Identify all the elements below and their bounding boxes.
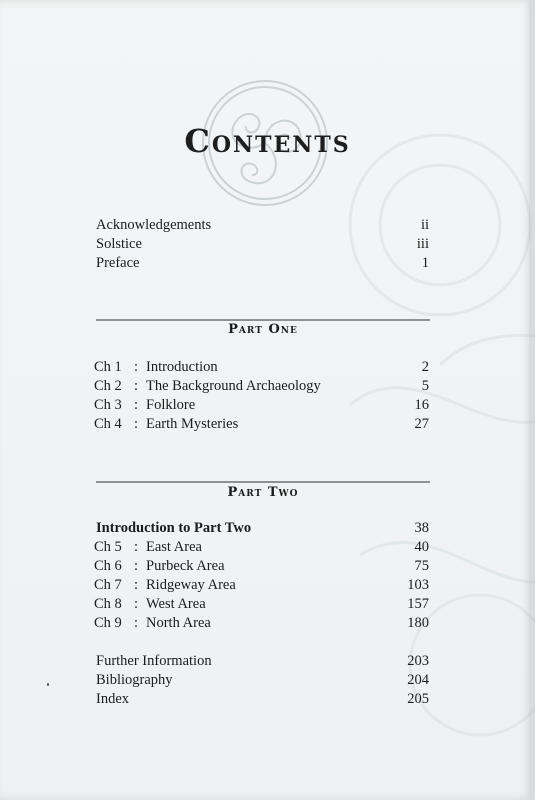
toc-entry[interactable] — [96, 235, 429, 254]
chapter-number: Ch 7 — [94, 577, 122, 593]
entry-page: 203 — [407, 653, 429, 669]
chapter-number: Ch 4 — [94, 416, 122, 432]
entry-page: 2 — [421, 359, 429, 375]
entry-label: Preface — [96, 255, 140, 271]
entry-page: 103 — [407, 577, 429, 593]
entry-page: ii — [420, 217, 429, 233]
chapter-title: Folklore — [146, 397, 196, 413]
chapter-number: Ch 8 — [94, 596, 122, 612]
ink-speck — [47, 683, 49, 686]
toc-chapter-entry[interactable] — [96, 557, 429, 576]
chapter-title: North Area — [146, 615, 211, 631]
entry-label: Index — [96, 691, 130, 707]
chapter-number: Ch 3 — [94, 397, 122, 413]
chapter-number: Ch 2 — [94, 378, 122, 394]
toc-entry[interactable] — [96, 652, 429, 671]
chapter-title: Ridgeway Area — [146, 577, 236, 593]
toc-chapter-entry[interactable] — [96, 377, 429, 396]
entry-page: 16 — [414, 397, 429, 413]
toc-chapter-entry[interactable] — [96, 595, 429, 614]
entry-label: Solstice — [96, 236, 142, 252]
toc-entry[interactable] — [96, 216, 429, 235]
toc-entry[interactable] — [96, 254, 429, 273]
separator: : — [134, 558, 139, 574]
page-title: Contents — [184, 122, 351, 160]
toc-chapter-entry[interactable] — [96, 396, 429, 415]
chapter-number: Ch 5 — [94, 539, 122, 555]
toc-chapter-entry[interactable] — [96, 538, 429, 557]
chapter-title: West Area — [146, 596, 206, 612]
chapter-number: Ch 1 — [94, 359, 122, 375]
entry-page: 205 — [407, 691, 429, 707]
separator: : — [134, 615, 139, 631]
chapter-title: East Area — [146, 539, 202, 555]
entry-label: Acknowledgements — [96, 217, 212, 233]
separator: : — [134, 539, 139, 555]
entry-page: iii — [416, 236, 429, 252]
chapter-title: Introduction — [146, 359, 218, 375]
separator: : — [134, 577, 139, 593]
chapter-title: The Background Archaeology — [146, 378, 321, 394]
section-divider — [96, 481, 430, 483]
chapter-number: Ch 6 — [94, 558, 122, 574]
entry-page: 204 — [407, 672, 429, 688]
entry-page: 75 — [414, 558, 429, 574]
entry-page: 1 — [421, 255, 429, 271]
toc-chapter-entry[interactable] — [96, 576, 429, 595]
entry-label: Further Information — [96, 653, 212, 669]
entry-page: 27 — [414, 416, 429, 432]
chapter-title: Purbeck Area — [146, 558, 225, 574]
part-one-heading: Part One — [228, 322, 298, 337]
toc-entry[interactable] — [96, 671, 429, 690]
part-two-heading: Part Two — [227, 485, 299, 500]
toc-entry[interactable] — [96, 690, 429, 709]
separator: : — [134, 397, 139, 413]
toc-chapter-entry[interactable] — [96, 614, 429, 633]
entry-page: 180 — [407, 615, 429, 631]
toc-chapter-entry[interactable] — [96, 415, 429, 434]
separator: : — [134, 596, 139, 612]
separator: : — [134, 378, 139, 394]
separator: : — [134, 359, 139, 375]
toc-chapter-entry[interactable] — [96, 358, 429, 377]
entry-page: 157 — [407, 596, 429, 612]
chapter-title: Earth Mysteries — [146, 416, 239, 432]
entry-label: Introduction to Part Two — [96, 520, 252, 536]
chapter-number: Ch 9 — [94, 615, 122, 631]
entry-page: 5 — [421, 378, 429, 394]
entry-label: Bibliography — [96, 672, 173, 688]
entry-page: 38 — [414, 520, 429, 536]
section-divider — [96, 319, 430, 321]
entry-page: 40 — [414, 539, 429, 555]
toc-entry[interactable] — [96, 519, 429, 538]
separator: : — [134, 416, 139, 432]
